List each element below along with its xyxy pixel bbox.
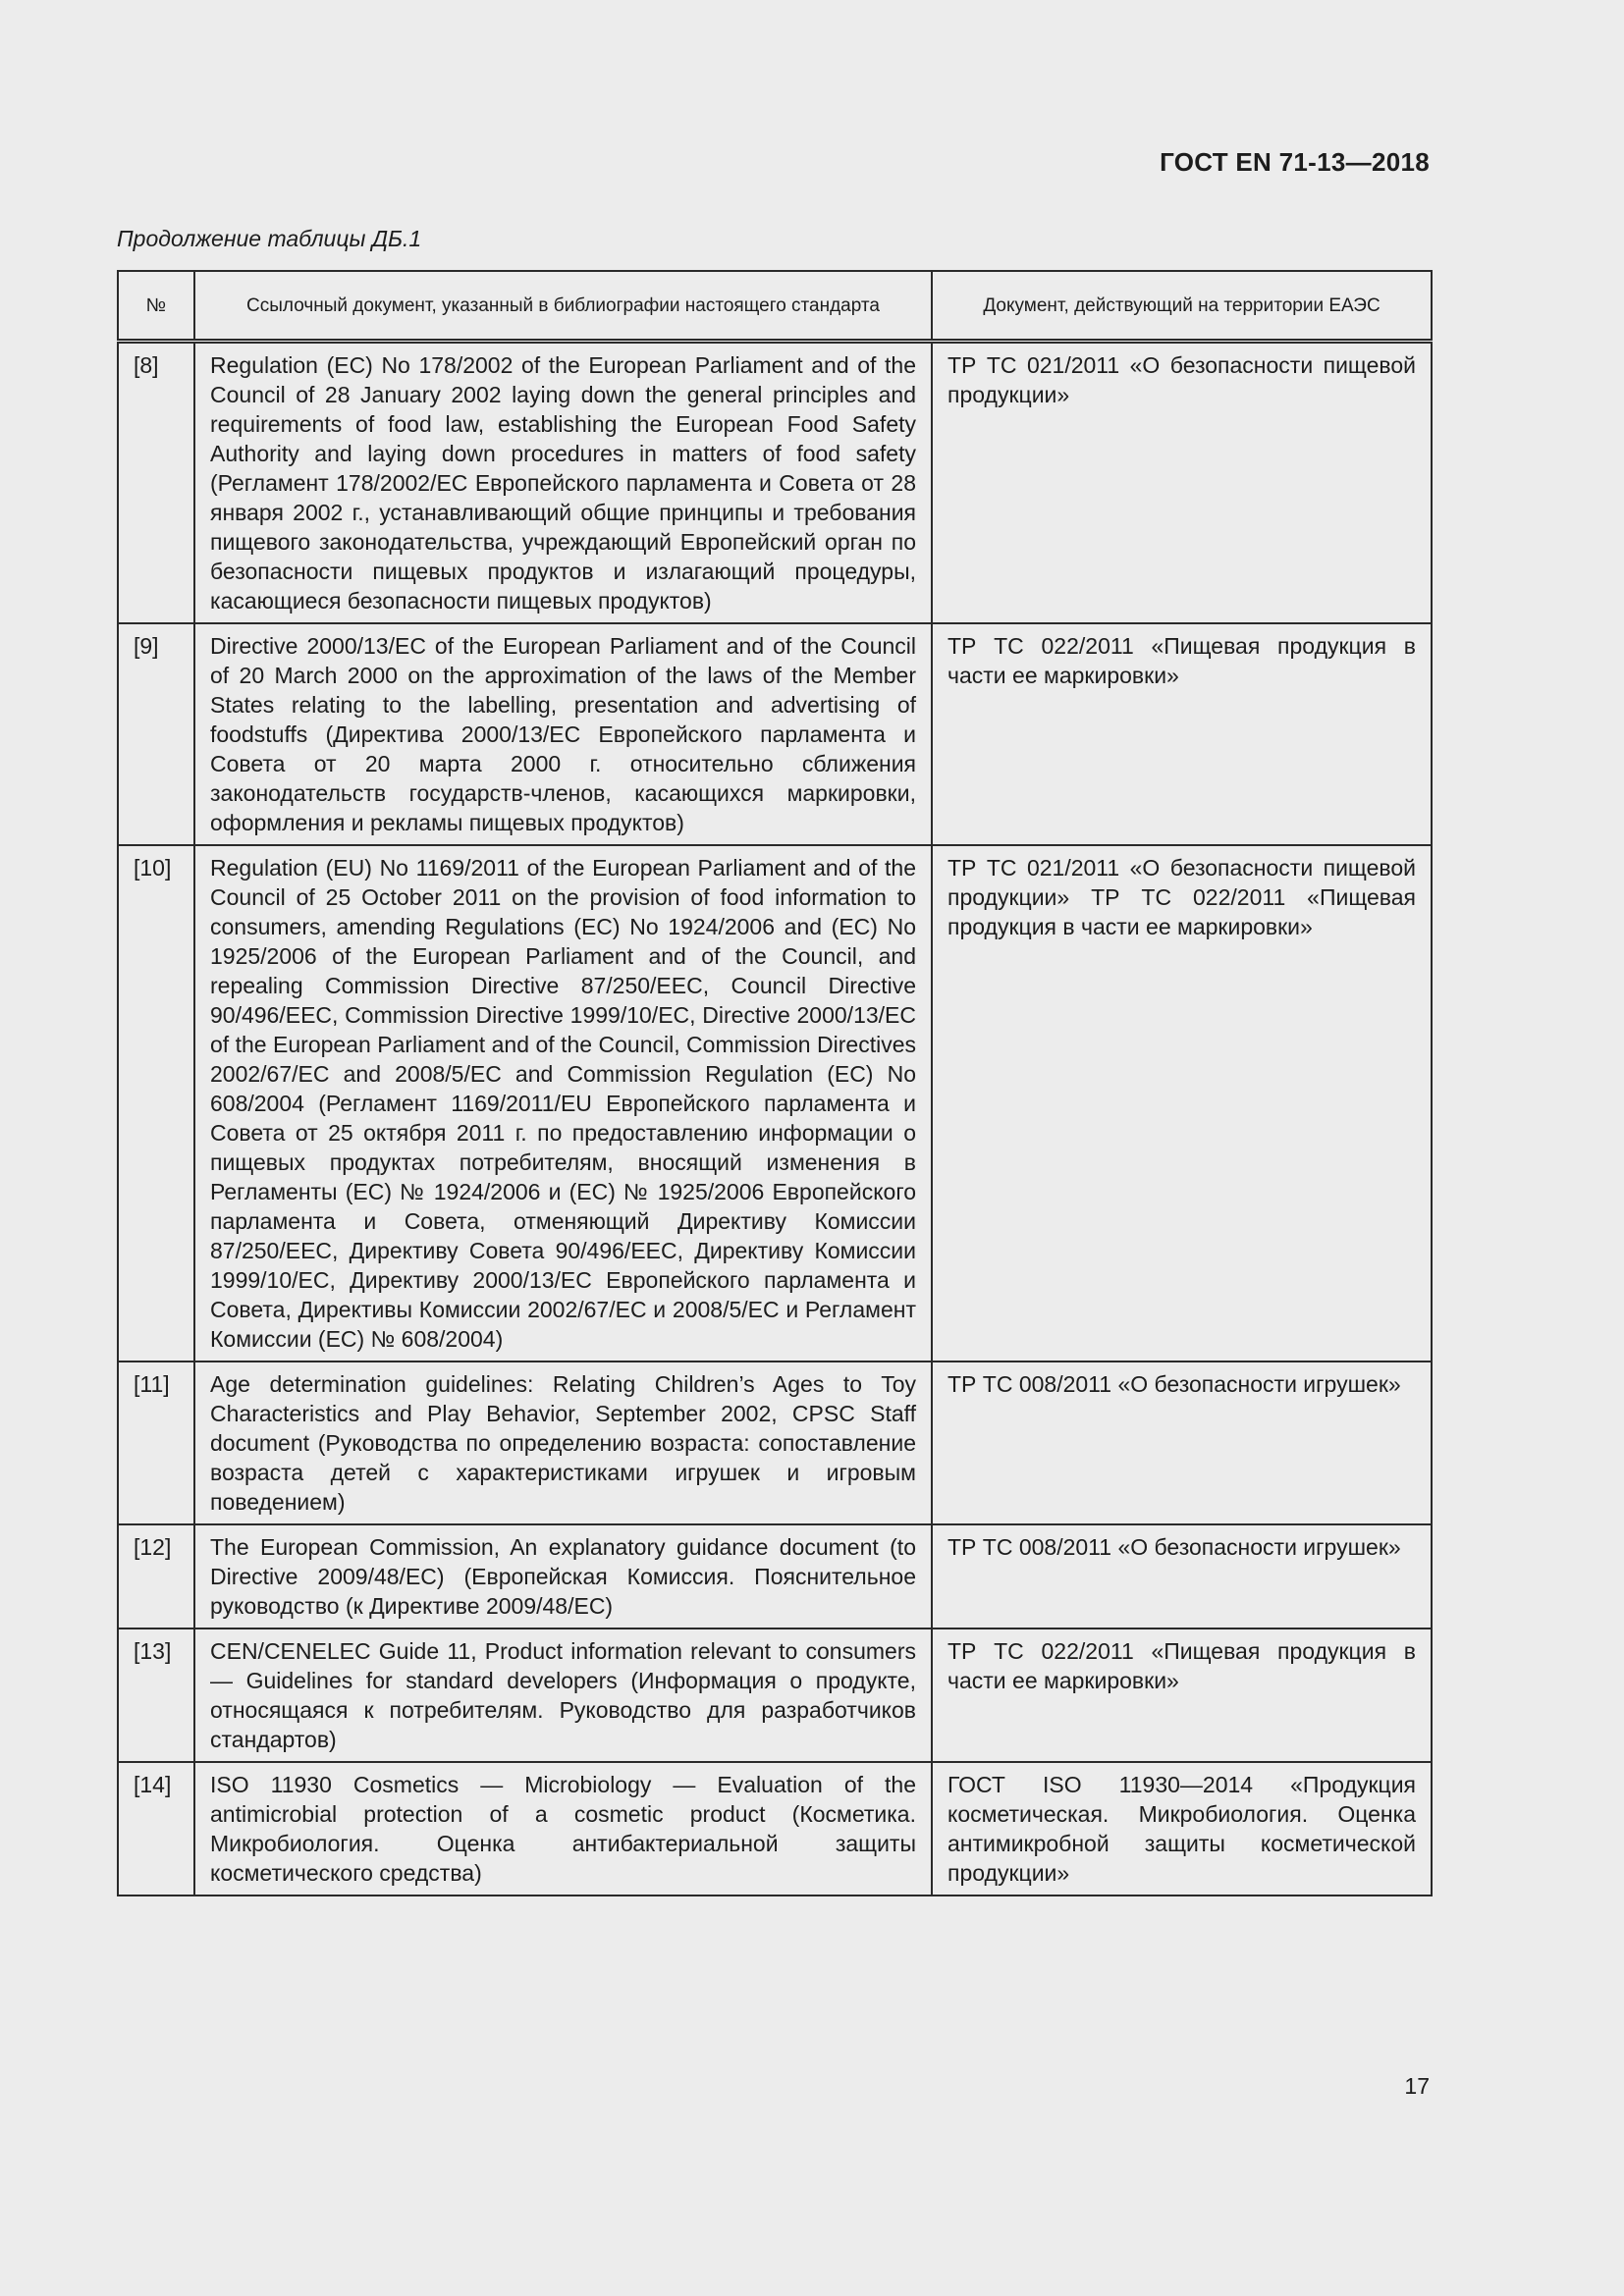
row-number: [10] — [118, 845, 194, 1362]
eaes-document: ТР ТС 008/2011 «О безопасности игрушек» — [932, 1524, 1432, 1629]
row-number: [11] — [118, 1362, 194, 1524]
table-row — [118, 1524, 1432, 1629]
header-eaes-document: Документ, действующий на территории ЕАЭС — [932, 271, 1432, 342]
eaes-document: ТР ТС 021/2011 «О безопасности пищевой продукции» — [932, 342, 1432, 624]
eaes-document: ТР ТС 008/2011 «О безопасности игрушек» — [932, 1362, 1432, 1524]
eaes-document: ТР ТС 022/2011 «Пищевая продукция в части ее маркировки» — [932, 623, 1432, 845]
header-reference-document: Ссылочный документ, указанный в библиографии настоящего стандарта — [194, 271, 932, 342]
table-continuation-caption: Продолжение таблицы ДБ.1 — [117, 226, 422, 251]
reference-document: CEN/CENELEC Guide 11, Product information relevant to consumers — Guidelines for standard developers (Информация о продукте, относящаяся к потребителям. Руководство для разработчиков стандартов) — [194, 1629, 932, 1762]
table-header-row — [118, 271, 1432, 342]
reference-document: The European Commission, An explanatory guidance document (to Directive 2009/48/EC) (Европейская Комиссия. Пояснительное руководство (к Директиве 2009/48/ЕС) — [194, 1524, 932, 1629]
table-row — [118, 623, 1432, 845]
table-row — [118, 1629, 1432, 1762]
header-num: № — [118, 271, 194, 342]
bibliography-table — [117, 270, 1433, 1896]
table-row — [118, 1362, 1432, 1524]
reference-document: Directive 2000/13/EC of the European Parliament and of the Council of 20 March 2000 on the approximation of the laws of the Member States relating to the labelling, presentation and advertising of foodstuffs (Директива 2000/13/ЕС Европейского парламента и Совета от 20 марта 2000 г. относительно сближения законодательств государств-членов, касающихся маркировки, оформления и рекламы пищевых продуктов) — [194, 623, 932, 845]
row-number: [9] — [118, 623, 194, 845]
row-number: [12] — [118, 1524, 194, 1629]
eaes-document: ГОСТ ISO 11930—2014 «Продукция косметическая. Микробиология. Оценка антимикробной защиты косметической продукции» — [932, 1762, 1432, 1896]
eaes-document: ТР ТС 022/2011 «Пищевая продукция в части ее маркировки» — [932, 1629, 1432, 1762]
row-number: [8] — [118, 342, 194, 624]
row-number: [13] — [118, 1629, 194, 1762]
reference-document: ISO 11930 Cosmetics — Microbiology — Evaluation of the antimicrobial protection of a cosmetic product (Косметика. Микробиология. Оценка антибактериальной защиты косметического средства) — [194, 1762, 932, 1896]
row-number: [14] — [118, 1762, 194, 1896]
reference-document: Regulation (EC) No 178/2002 of the European Parliament and of the Council of 28 January 2002 laying down the general principles and requirements of food law, establishing the European Food Safety Authority and laying down procedures in matters of food safety (Регламент 178/2002/EC Европейского парламента и Совета от 28 января 2002 г., устанавливающий общие принципы и требования пищевого законодательства, учреждающий Европейский орган по безопасности пищевых продуктов и излагающий процедуры, касающиеся безопасности пищевых продуктов) — [194, 342, 932, 624]
page-number: 17 — [1404, 2073, 1430, 2099]
table-row — [118, 845, 1432, 1362]
reference-document: Regulation (EU) No 1169/2011 of the European Parliament and of the Council of 25 October 2011 on the provision of food information to consumers, amending Regulations (EC) No 1924/2006 and (EC) No 1925/2006 of the European Parliament and of the Council, and repealing Commission Directive 87/250/EEC, Council Directive 90/496/EEC, Commission Directive 1999/10/EC, Directive 2000/13/EC of the European Parliament and of the Council, Commission Directives 2002/67/EC and 2008/5/EC and Commission Regulation (EC) No 608/2004 (Регламент 1169/2011/EU Европейского парламента и Совета от 25 октября 2011 г. по предоставлению информации о пищевых продуктах потребителям, вносящий изменения в Регламенты (ЕС) № 1924/2006 и (ЕС) № 1925/2006 Европейского парламента и Совета, отменяющий Директиву Комиссии 87/250/EEC, Директиву Совета 90/496/EEC, Директиву Комиссии 1999/10/ЕС, Директиву 2000/13/ЕС Европейского парламента и Совета, Директивы Комиссии 2002/67/ЕС и 2008/5/ЕС и Регламент Комиссии (ЕС) № 608/2004) — [194, 845, 932, 1362]
table-row — [118, 342, 1432, 624]
table-row — [118, 1762, 1432, 1896]
document-code: ГОСТ EN 71-13—2018 — [1160, 147, 1430, 177]
eaes-document: ТР ТС 021/2011 «О безопасности пищевой продукции» ТР ТС 022/2011 «Пищевая продукция в части ее маркировки» — [932, 845, 1432, 1362]
reference-document: Age determination guidelines: Relating Children’s Ages to Toy Characteristics and Play Behavior, September 2002, CPSC Staff document (Руководства по определению возраста: сопоставление возраста детей с характеристиками игрушек и игровым поведением) — [194, 1362, 932, 1524]
